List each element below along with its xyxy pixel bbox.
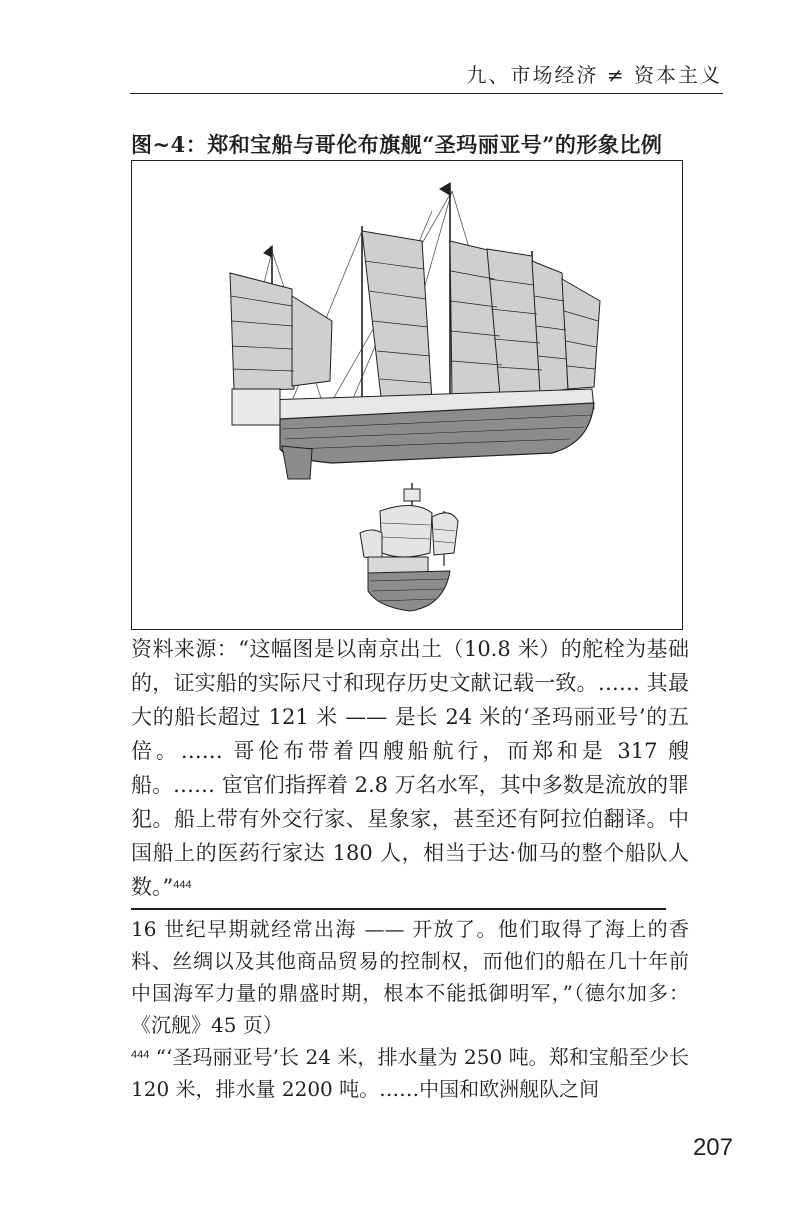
junk-ship-illustration (230, 183, 600, 479)
figure-caption: 图~4：郑和宝船与哥伦布旗舰“圣玛丽亚号”的形象比例 (131, 132, 663, 157)
source-paragraph (131, 632, 689, 904)
running-head: 九、市场经济 ≠ 资本主义 (466, 63, 722, 87)
caravel-ship-illustration (360, 483, 458, 611)
page-number: 207 (692, 1134, 733, 1161)
figure-frame (131, 160, 683, 630)
footnote-text: “‘圣玛丽亚号’长 24 米，排水量为 250 吨。郑和宝船至少长 120 米，排水量 2200 吨。……中国和欧洲舰队之间 (131, 1045, 689, 1101)
footnotes (131, 913, 689, 1105)
footnote-rule (131, 908, 666, 910)
footnote-444 (131, 1041, 689, 1105)
source-paragraph-text: 资料来源：“这幅图是以南京出土（10.8 米）的舵栓为基础的，证实船的实际尺寸和现存历史文献记载一致。…… 其最大的船长超过 121 米 —— 是长 24 米的‘圣玛丽亚号’的五倍。…… 哥伦布带着四艘船航行，而郑和是 317 艘船。…… 宦官们指挥着 2.8 万名水军，其中多数是流放的罪犯。船上带有外交行家、星象家，甚至还有阿拉伯翻译。中国船上的医药行家达 180 人，相当于达·伽马的整个船队人数。” (131, 637, 689, 899)
footnote-continuation: 16 世纪早期就经常出海 —— 开放了。他们取得了海上的香料、丝绸以及其他商品贸易的控制权，而他们的船在几十年前中国海军力量的鼎盛时期，根本不能抵御明军，”（德尔加多：《沉舰》45 页） (131, 917, 689, 1037)
footnote-ref: 444 (173, 879, 192, 891)
footnote-marker: 444 (131, 1049, 150, 1061)
header-rule (130, 93, 723, 94)
